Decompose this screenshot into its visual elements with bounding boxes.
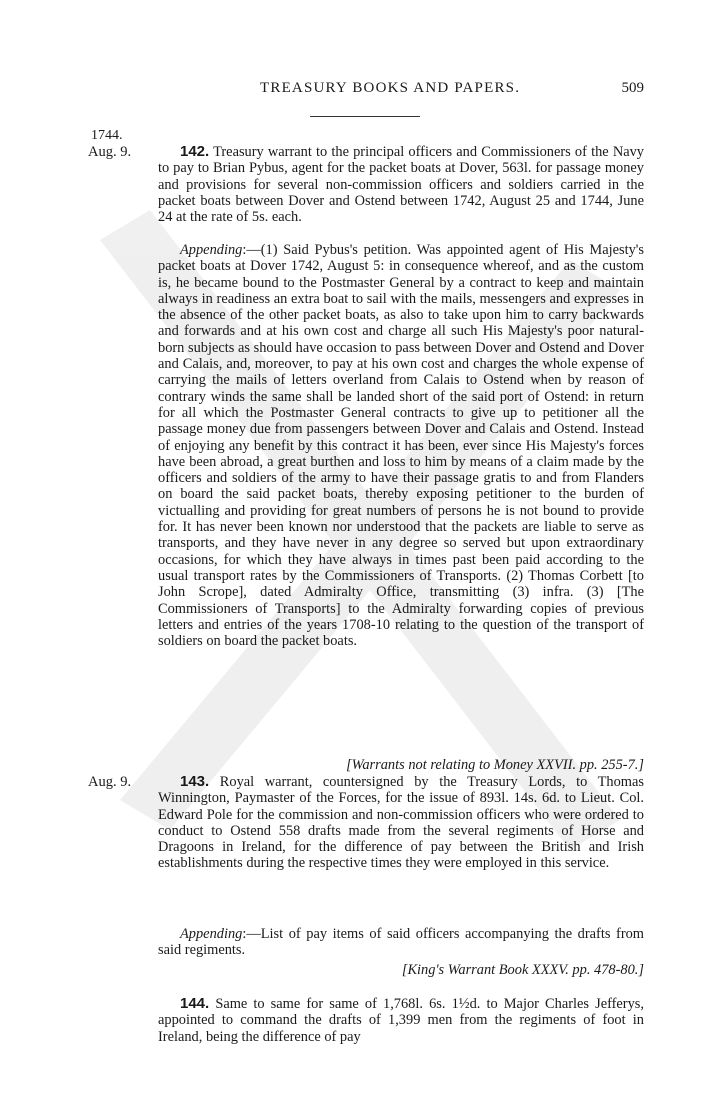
entry-number: 143. [180, 773, 210, 790]
entry-number: 142. [180, 143, 210, 160]
appending-body: :—(1) Said Pybus's petition. Was appointed agent of His Majesty's packet boats at Dover 1742, August 5: in consequence whereof, and as the custom is, he became bound to the Postmaster General by a contract to keep and maintain always in readiness an extra boat to sail with the mails, messengers and expresses in the absence of the other packet boats, as also to take upon him to carry backwards and forwards and at his own cost and charge all such His Majesty's poor natural-born subjects as should have occasion to pass between Dover and Ostend and Dover and Calais, and, moreover, to pay at his own cost and charges the whole expense of carrying the mails of letters overland from Calais to Ostend when by reason of contrary winds the same shall be landed short of the said port of Ostend: in return for all which the Postmaster General contracts to give up to petitioner all the passage money due from passengers between Dover and Calais and Ostend. Instead of enjoying any benefit by this contract it has been, ever since His Majesty's forces have been abroad, a great burthen and loss to him by means of a claim made by the officers and soldiers of the army to have their passage gratis to and from Flanders on board the said packet boats, thereby exposing petitioner to the burden of victualling and providing for great numbers of persons he is not bound to provide for. It has never been known nor understood that the packets are liable to serve as transports, and they have never in any degree so served but upon extraordinary occasions, for which they have always in times past been paid according to the usual transport rates by the Commissioners of Transports. (2) Thomas Corbett [to John Scrope], dated Admiralty Office, transmitting (3) infra. (3) [The Commissioners of Transports] to the Admiralty forwarding copies of previous letters and entries of the years 1708-10 relating to the question of the transport of soldiers on board the packet boats. [158, 242, 644, 650]
appending-label: Appending [180, 926, 243, 942]
header-rule [310, 116, 420, 117]
year-marginal: 1744. [91, 128, 123, 143]
source-reference: [King's Warrant Book XXXV. pp. 478-80.] [401, 962, 644, 978]
entry-text [158, 996, 644, 1045]
page-number: 509 [621, 80, 644, 96]
entry-number: 144. [180, 995, 210, 1012]
entry-text [158, 144, 644, 225]
running-title: TREASURY BOOKS AND PAPERS. [260, 80, 521, 96]
entry-date: Aug. 9. [88, 144, 132, 160]
appending-text [158, 242, 644, 649]
page-header [0, 80, 722, 104]
entry-body: Treasury warrant to the principal officers and Commissioners of the Navy to pay to Brian Pybus, agent for the packet boats at Dover, 563l. for passage money and provisions for several non-commission officers and soldiers carried in the packet boats between Dover and Ostend between 1742, August 25 and 1744, June 24 at the rate of 5s. each. [158, 144, 644, 226]
source-reference: [Warrants not relating to Money XXVII. pp. 255-7.] [346, 757, 644, 773]
entry-body: Royal warrant, countersigned by the Treasury Lords, to Thomas Winnington, Paymaster of the Forces, for the issue of 893l. 14s. 6d. to Lieut. Col. Edward Pole for the commission and non-commission officers who were ordered to conduct to Ostend 558 drafts made from the several regiments of Horse and Dragoons in Ireland, for the difference of pay between the British and Irish establishments during the respective times they were employed in this service. [158, 774, 644, 872]
entry-date: Aug. 9. [88, 774, 132, 790]
entry-text [158, 774, 644, 872]
entry-body: Same to same for same of 1,768l. 6s. 1½d. to Major Charles Jefferys, appointed to command the drafts of 1,399 men from the regiments of foot in Ireland, being the difference of pay [158, 996, 644, 1045]
appending-body: :—List of pay items of said officers accompanying the drafts from said regiments. [158, 926, 644, 959]
appending-label: Appending [180, 242, 243, 258]
appending-text [158, 926, 644, 959]
